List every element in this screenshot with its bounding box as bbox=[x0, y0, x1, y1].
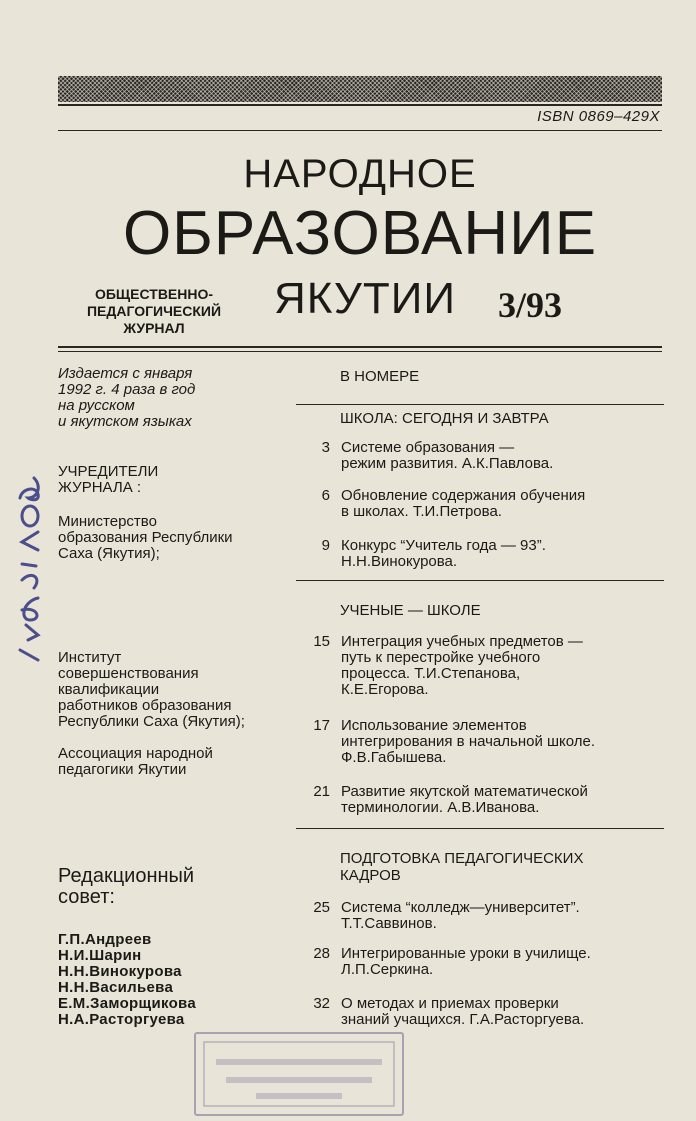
council-heading-line: Редакционный bbox=[58, 865, 195, 887]
toc-page: 17 bbox=[313, 717, 330, 734]
founder-institute bbox=[58, 650, 298, 730]
toc-line: Система “колледж—университет”. bbox=[341, 899, 580, 916]
toc-page: 9 bbox=[321, 537, 330, 554]
council-member: Н.А.Расторгуева bbox=[58, 1011, 185, 1028]
founders-heading bbox=[58, 464, 298, 496]
publication-line: на русском bbox=[58, 397, 135, 414]
publication-line: Издается с января bbox=[58, 365, 193, 382]
toc-line: путь к перестройке учебного bbox=[341, 649, 541, 666]
toc-line: Обновление содержания обучения bbox=[341, 487, 586, 504]
handwritten-shelfmark-drawing bbox=[8, 470, 58, 670]
toc-line: К.Е.Егорова. bbox=[341, 681, 429, 698]
founders-heading-line: УЧРЕДИТЕЛИ bbox=[58, 463, 159, 480]
toc-line: интегрирования в начальной школе. bbox=[341, 733, 596, 750]
toc-line: Интеграция учебных предметов — bbox=[341, 633, 583, 650]
toc-line: в школах. Т.И.Петрова. bbox=[341, 503, 502, 520]
council-member: Г.П.Андреев bbox=[58, 931, 152, 948]
toc-line: Н.Н.Винокурова. bbox=[341, 553, 458, 570]
founder-line: Ассоциация народной bbox=[58, 745, 213, 762]
toc-text bbox=[341, 718, 666, 766]
founder-line: образования Республики bbox=[58, 529, 233, 546]
toc-text bbox=[341, 538, 666, 570]
masthead-rule-2 bbox=[58, 351, 662, 352]
toc-page: 32 bbox=[313, 995, 330, 1012]
toc-text bbox=[341, 634, 666, 698]
toc-text bbox=[341, 900, 666, 932]
library-stamp-mark bbox=[196, 1034, 402, 1114]
contents-heading: В НОМЕРЕ bbox=[340, 368, 420, 385]
title-line-1: НАРОДНОЕ bbox=[243, 152, 477, 196]
founders-heading-line: ЖУРНАЛА : bbox=[58, 479, 142, 496]
founder-line: Институт bbox=[58, 649, 122, 666]
toc-text bbox=[341, 946, 666, 978]
isbn: ISBN 0869–429X bbox=[537, 108, 660, 125]
subtitle-line: ЖУРНАЛ bbox=[123, 320, 185, 336]
toc-line: знаний учащихся. Г.А.Расторгуева. bbox=[341, 1011, 585, 1028]
header-pattern-bar bbox=[58, 76, 662, 102]
section-title-line: КАДРОВ bbox=[340, 867, 401, 884]
publication-line: и якутском языках bbox=[58, 413, 192, 430]
toc-line: Системе образования — bbox=[341, 439, 515, 456]
toc-line: Конкурс “Учитель года — 93”. bbox=[341, 537, 546, 554]
issue-number: 3/93 bbox=[498, 285, 563, 325]
toc-line: Развитие якутской математической bbox=[341, 783, 588, 800]
council-member: Н.Н.Винокурова bbox=[58, 963, 182, 980]
council-member: Н.И.Шарин bbox=[58, 947, 142, 964]
section-rule bbox=[296, 828, 664, 829]
founder-line: Министерство bbox=[58, 513, 157, 530]
council-member: Н.Н.Васильева bbox=[58, 979, 174, 996]
masthead-rule-1 bbox=[58, 346, 662, 348]
toc-line: терминологии. А.В.Иванова. bbox=[341, 799, 540, 816]
section-title-training bbox=[340, 850, 583, 884]
toc-page: 6 bbox=[321, 487, 330, 504]
founder-ministry bbox=[58, 514, 298, 562]
library-stamp bbox=[194, 1032, 404, 1116]
toc-page: 3 bbox=[321, 439, 330, 456]
council-heading bbox=[58, 866, 298, 908]
toc-page: 21 bbox=[313, 783, 330, 800]
founder-line: педагогики Якутии bbox=[58, 761, 187, 778]
founder-line: Республики Саха (Якутия); bbox=[58, 713, 245, 730]
toc-line: Интегрированные уроки в училище. bbox=[341, 945, 591, 962]
toc-page: 28 bbox=[313, 945, 330, 962]
toc-line: О методах и приемах проверки bbox=[341, 995, 559, 1012]
council-heading-line: совет: bbox=[58, 886, 115, 908]
founder-line: работников образования bbox=[58, 697, 232, 714]
council-members bbox=[58, 932, 298, 1028]
founder-line: квалификации bbox=[58, 681, 160, 698]
toc-line: Ф.В.Габышева. bbox=[341, 749, 447, 766]
toc-line: Использование элементов bbox=[341, 717, 527, 734]
toc-line: режим развития. А.К.Павлова. bbox=[341, 455, 554, 472]
contents-rule bbox=[296, 404, 664, 405]
toc-line: Л.П.Серкина. bbox=[341, 961, 434, 978]
toc-page: 25 bbox=[313, 899, 330, 916]
section-title-scientists: УЧЕНЫЕ — ШКОЛЕ bbox=[340, 602, 481, 619]
subtitle-line: ПЕДАГОГИЧЕСКИЙ bbox=[86, 303, 222, 319]
publication-line: 1992 г. 4 раза в год bbox=[58, 381, 196, 398]
title-line-2: ОБРАЗОВАНИЕ bbox=[122, 199, 598, 268]
section-title-school: ШКОЛА: СЕГОДНЯ И ЗАВТРА bbox=[340, 410, 549, 427]
subtitle-line: ОБЩЕСТВЕННО- bbox=[94, 286, 214, 302]
toc-page: 15 bbox=[313, 633, 330, 650]
toc-text bbox=[341, 488, 666, 520]
journal-subtitle bbox=[54, 286, 254, 337]
founder-association bbox=[58, 746, 298, 778]
toc-text bbox=[341, 784, 666, 816]
header-rule bbox=[58, 104, 662, 106]
title-line-3: ЯКУТИИ bbox=[274, 274, 456, 323]
toc-line: Т.Т.Саввинов. bbox=[341, 915, 437, 932]
toc-text bbox=[341, 996, 666, 1028]
isbn-rule bbox=[58, 130, 662, 131]
founder-line: Саха (Якутия); bbox=[58, 545, 160, 562]
section-title-line: ПОДГОТОВКА ПЕДАГОГИЧЕСКИХ bbox=[340, 850, 584, 867]
toc-line: процесса. Т.И.Степанова, bbox=[341, 665, 521, 682]
publication-info bbox=[58, 366, 298, 430]
council-member: Е.М.Заморщикова bbox=[58, 995, 197, 1012]
section-rule bbox=[296, 580, 664, 581]
handwritten-shelfmark bbox=[8, 470, 58, 670]
founder-line: совершенствования bbox=[58, 665, 199, 682]
toc-text bbox=[341, 440, 666, 472]
